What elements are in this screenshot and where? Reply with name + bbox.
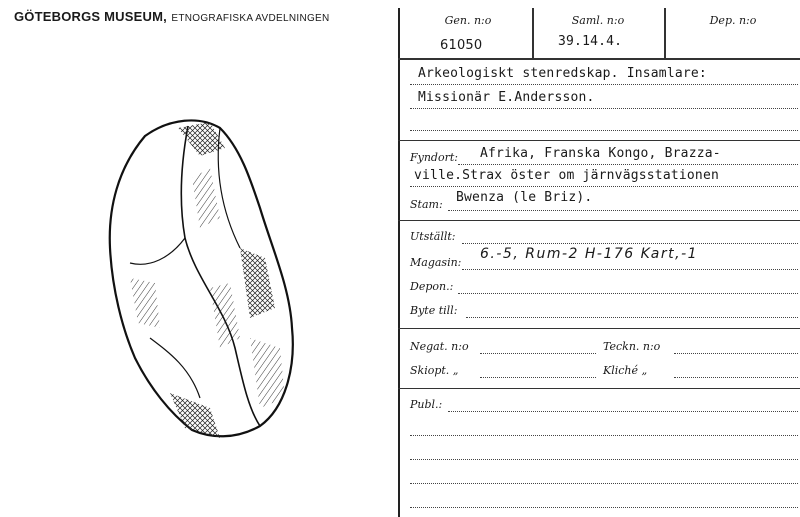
dotted-line xyxy=(458,164,798,165)
header-divider xyxy=(398,58,800,60)
dotted-line xyxy=(480,377,596,378)
gen-value: 61050 xyxy=(440,38,483,53)
kliche-label: Kliché „ xyxy=(603,364,648,377)
dotted-line xyxy=(410,435,798,436)
saml-label: Saml. n:o xyxy=(571,14,625,27)
magasin-value: 6.-5, Rum-2 H-176 Kart,-1 xyxy=(480,246,699,262)
dotted-line xyxy=(410,483,798,484)
dotted-line xyxy=(466,317,798,318)
section-divider xyxy=(398,220,800,221)
dotted-line xyxy=(462,243,798,244)
stam-label: Stam: xyxy=(410,198,443,211)
dotted-line xyxy=(410,130,798,131)
negat-label: Negat. n:o xyxy=(410,340,469,353)
skiopt-label: Skiopt. „ xyxy=(410,364,459,377)
catalog-card xyxy=(398,8,800,517)
fyndort-label: Fyndort: xyxy=(410,151,458,164)
description-line-1: Arkeologiskt stenredskap. Insamlare: xyxy=(418,66,707,81)
dotted-line xyxy=(448,210,798,211)
dotted-line xyxy=(410,84,798,85)
dep-label: Dep. n:o xyxy=(709,14,757,27)
publ-label: Publ.: xyxy=(410,398,443,411)
utstallt-label: Utställt: xyxy=(410,230,456,243)
dotted-line xyxy=(410,507,798,508)
magasin-label: Magasin: xyxy=(410,256,462,269)
section-divider xyxy=(398,388,800,389)
dotted-line xyxy=(458,293,798,294)
dotted-line xyxy=(674,377,798,378)
dotted-line xyxy=(674,353,798,354)
dotted-line xyxy=(462,269,798,270)
teckn-label: Teckn. n:o xyxy=(603,340,661,353)
museum-header xyxy=(14,8,330,26)
gen-label: Gen. n:o xyxy=(444,14,492,27)
depon-label: Depon.: xyxy=(410,280,454,293)
dotted-line xyxy=(410,459,798,460)
fyndort-line-3: Bwenza (le Briz). xyxy=(456,190,593,205)
byte-label: Byte till: xyxy=(410,304,458,317)
section-divider xyxy=(398,328,800,329)
museum-name: GÖTEBORGS MUSEUM, xyxy=(14,9,167,24)
fyndort-line-1: Afrika, Franska Kongo, Brazza- xyxy=(480,146,721,161)
dotted-line xyxy=(480,353,596,354)
description-line-2: Missionär E.Andersson. xyxy=(418,90,595,105)
dotted-line xyxy=(410,186,798,187)
column-divider xyxy=(664,8,666,58)
dotted-line xyxy=(448,411,798,412)
dotted-line xyxy=(410,108,798,109)
column-divider xyxy=(532,8,534,58)
saml-value: 39.14.4. xyxy=(558,34,623,49)
stone-tool-drawing xyxy=(100,108,300,448)
section-divider xyxy=(398,140,800,141)
fyndort-line-2: ville.Strax öster om järnvägsstationen xyxy=(414,168,720,183)
card-border xyxy=(398,8,400,517)
department-name: ETNOGRAFISKA AVDELNINGEN xyxy=(171,13,330,24)
